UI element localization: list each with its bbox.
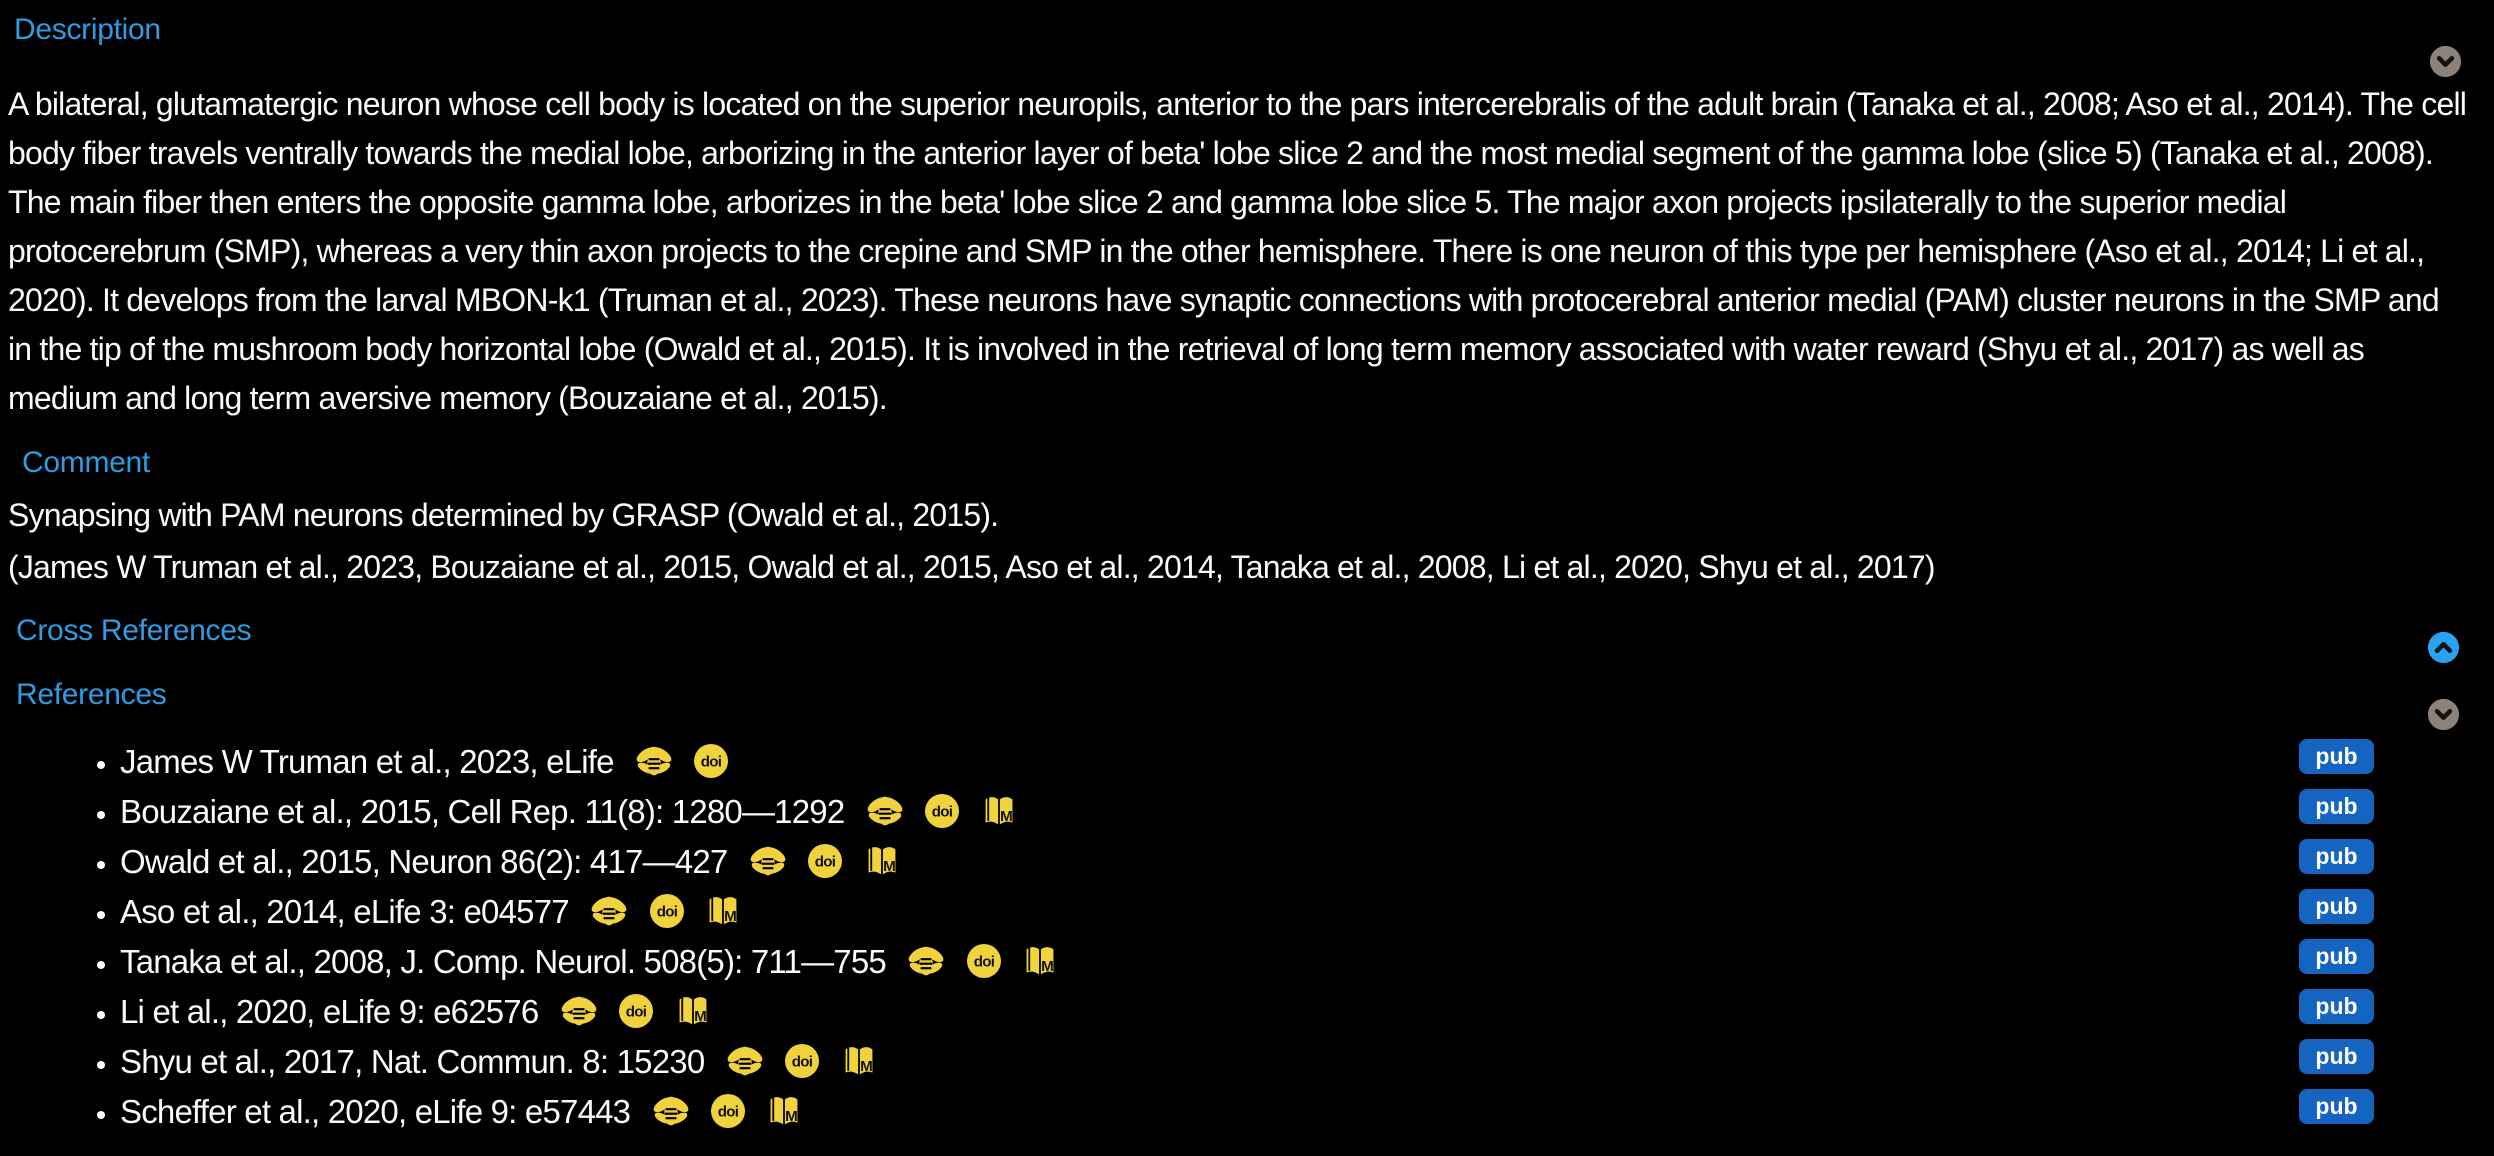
comment-section-title: Comment: [22, 446, 150, 479]
pub-button[interactable]: pub: [2299, 839, 2374, 874]
references-toggle-button[interactable]: [2427, 698, 2460, 731]
doi-icon[interactable]: [694, 744, 728, 778]
doi-icon[interactable]: [711, 1094, 745, 1128]
pubmed-icon-label: M: [859, 1058, 872, 1076]
doi-icon[interactable]: [650, 894, 684, 928]
pubmed-icon[interactable]: [1022, 944, 1058, 978]
cross-references-section-title: Cross References: [16, 614, 252, 647]
pubmed-icon[interactable]: [981, 794, 1017, 828]
pub-button[interactable]: pub: [2299, 889, 2374, 924]
description-text: A bilateral, glutamatergic neuron whose cell body is located on the superior neuropils, anterior to the pars intercerebralis of the adult brain (Tanaka et al., 2008; Aso et al., 2014). The cell body fiber travels ventrally towards the medial lobe, arborizing in the anterior layer of beta' lobe slice 2 and the most medial segment of the gamma lobe (slice 5) (Tanaka et al., 2008). The main fiber then enters the opposite gamma lobe, arborizes in the beta' lobe slice 2 and gamma lobe slice 5. The major axon projects ipsilaterally to the superior medial protocerebrum (SMP), whereas a very thin axon projects to the crepine and SMP in the other hemisphere. There is one neuron of this type per hemisphere (Aso et al., 2014; Li et al., 2020). It develops from the larval MBON-k1 (Truman et al., 2023). These neurons have synaptic connections with protocerebral anterior medial (PAM) cluster neurons in the SMP and in the tip of the mushroom body horizontal lobe (Owald et al., 2015). It is involved in the retrieval of long term memory associated with water reward (Shyu et al., 2017) as well as medium and long term aversive memory (Bouzaiane et al., 2015).: [8, 86, 2467, 416]
doi-icon-label: doi: [717, 1103, 739, 1121]
list-item: [120, 937, 2299, 987]
references-section-title: References: [16, 678, 167, 711]
description-section-title: Description: [14, 13, 161, 46]
doi-icon[interactable]: [925, 794, 959, 828]
flybase-icon[interactable]: [560, 993, 598, 1029]
reference-text: Shyu et al., 2017, Nat. Commun. 8: 15230: [120, 1043, 705, 1080]
doi-icon[interactable]: [619, 994, 653, 1028]
doi-icon-label: doi: [656, 903, 677, 921]
list-item: [120, 887, 2299, 937]
doi-icon-label: doi: [973, 953, 994, 971]
reference-text: Owald et al., 2015, Neuron 86(2): 417—427: [120, 843, 728, 880]
doi-icon-label: doi: [701, 753, 722, 771]
doi-icon[interactable]: [808, 844, 842, 878]
pubmed-icon[interactable]: [766, 1094, 802, 1128]
references-list: [8, 737, 2299, 1137]
reference-text: Bouzaiane et al., 2015, Cell Rep. 11(8): 1280—1292: [120, 793, 845, 830]
doi-icon-label: doi: [625, 1003, 647, 1021]
comment-text: Synapsing with PAM neurons determined by GRASP (Owald et al., 2015).: [8, 497, 999, 533]
pub-button-column: [2299, 737, 2374, 1139]
pubmed-icon-label: M: [724, 908, 737, 926]
pub-button[interactable]: pub: [2299, 939, 2374, 974]
pub-button[interactable]: pub: [2299, 789, 2374, 824]
doi-icon-label: doi: [791, 1053, 813, 1071]
pubmed-icon[interactable]: [675, 994, 711, 1028]
pub-button[interactable]: pub: [2299, 989, 2374, 1024]
pubmed-icon[interactable]: [705, 894, 741, 928]
comment-citations: (James W Truman et al., 2023, Bouzaiane et al., 2015, Owald et al., 2015, Aso et al., 2014, Tanaka et al., 2008, Li et al., 2020, Shyu et al., 2017): [8, 549, 1935, 585]
pubmed-icon-label: M: [1041, 958, 1054, 976]
doi-icon-label: doi: [931, 803, 953, 821]
pubmed-icon[interactable]: [864, 844, 900, 878]
pub-button[interactable]: pub: [2299, 1039, 2374, 1074]
doi-icon-label: doi: [814, 853, 836, 871]
reference-text: Aso et al., 2014, eLife 3: e04577: [120, 893, 569, 930]
chevron-up-icon: [2427, 631, 2460, 664]
description-toggle-button[interactable]: [2429, 45, 2462, 78]
list-item: [120, 737, 2299, 787]
chevron-down-icon: [2429, 45, 2462, 78]
list-item: [120, 837, 2299, 887]
list-item: [120, 987, 2299, 1037]
pubmed-icon[interactable]: [841, 1044, 877, 1078]
flybase-icon[interactable]: [866, 793, 904, 829]
flybase-icon[interactable]: [635, 743, 673, 779]
term-info-panel: [0, 12, 2494, 1139]
pubmed-icon-label: M: [693, 1008, 706, 1026]
doi-icon[interactable]: [785, 1044, 819, 1078]
flybase-icon[interactable]: [907, 943, 945, 979]
list-item: [120, 1087, 2299, 1137]
flybase-icon[interactable]: [652, 1093, 690, 1129]
reference-text: Scheffer et al., 2020, eLife 9: e57443: [120, 1093, 631, 1130]
reference-text: Li et al., 2020, eLife 9: e62576: [120, 993, 539, 1030]
pubmed-icon-label: M: [785, 1108, 798, 1126]
cross-references-toggle-button[interactable]: [2427, 631, 2460, 664]
references-section: [8, 737, 2480, 1139]
list-item: [120, 787, 2299, 837]
chevron-down-icon: [2427, 698, 2460, 731]
pubmed-icon-label: M: [882, 858, 895, 876]
flybase-icon[interactable]: [590, 893, 628, 929]
pubmed-icon-label: M: [999, 808, 1012, 826]
flybase-icon[interactable]: [726, 1043, 764, 1079]
reference-text: Tanaka et al., 2008, J. Comp. Neurol. 508(5): 711—755: [120, 943, 886, 980]
flybase-icon[interactable]: [749, 843, 787, 879]
pub-button[interactable]: pub: [2299, 739, 2374, 774]
reference-text: James W Truman et al., 2023, eLife: [120, 743, 614, 780]
doi-icon[interactable]: [967, 944, 1001, 978]
list-item: [120, 1037, 2299, 1087]
pub-button[interactable]: pub: [2299, 1089, 2374, 1124]
